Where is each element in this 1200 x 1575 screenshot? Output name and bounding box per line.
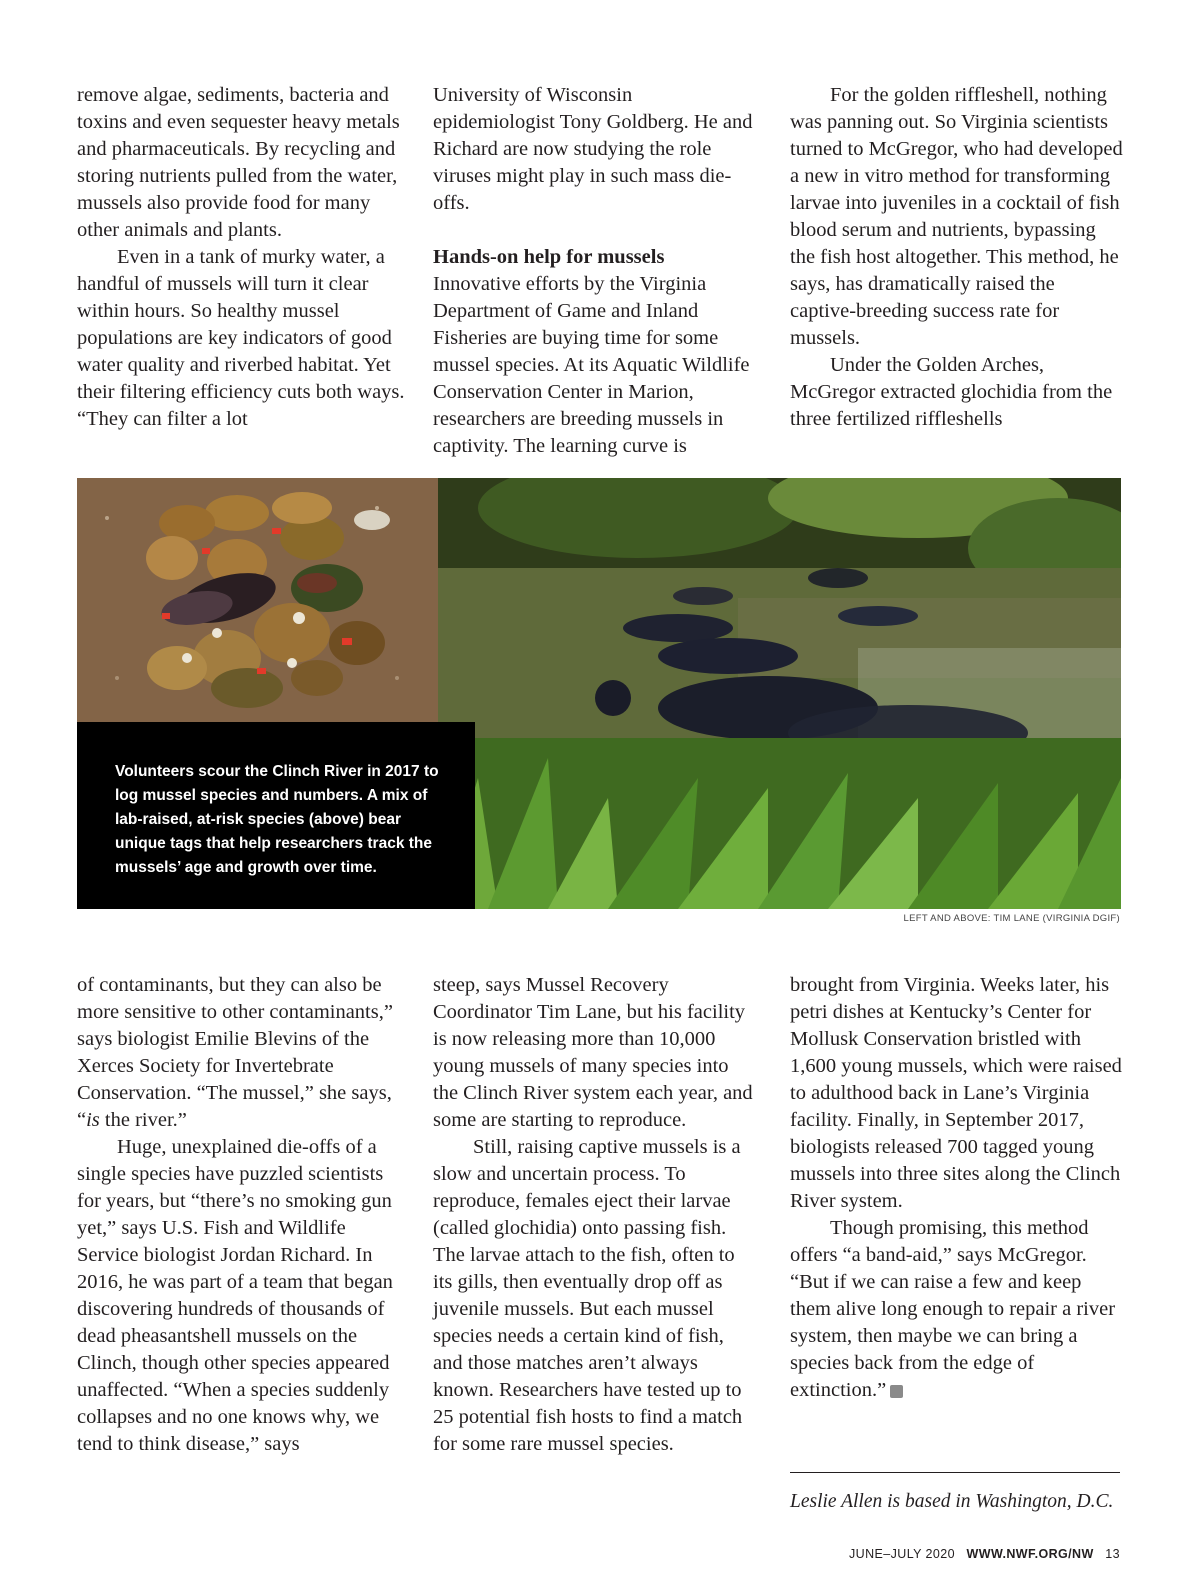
paragraph: Huge, unexplained die-offs of a single species have puzzled scientists for years, but “there’s no smoking gun yet,” says U.S. Fish and Wildlife Service biologist Jordan Richard. In 2016, he was part of a team that began discovering hundreds of thousands of dead pheasantshell mussels on the Clinch, though other species appeared unaffected. “When a species suddenly collapses and no one knows why, we tend to think disease,” says [77,1136,393,1455]
paragraph: For the golden riffleshell, nothing was panning out. So Virginia scientists turned to McGregor, who had developed a new in vitro method for transforming larvae into juveniles in a cocktail of fish blood serum and nutrients, bypassing the fish host altogether. This method, he says, has dramatically raised the captive-breeding success rate for mussels. [790,84,1123,349]
paragraph: of contaminants, but they can also be more sensitive to other contaminants,” says biologist Emilie Blevins of the Xerces Society for Invertebrate Conservation. “The mussel,” she says, “is the river.” [77,974,393,1131]
paragraph: Under the Golden Arches, McGregor extracted glochidia from the three fertilized riffleshells [790,354,1113,430]
paragraph: steep, says Mussel Recovery Coordinator Tim Lane, but his facility is now releasing more than 10,000 young mussels of many species into the Clinch River system each year, and some are starting to reproduce. [433,974,753,1131]
paragraph: Even in a tank of murky water, a handful of mussels will turn it clear within hours. So healthy mussel populations are key indicators of good water quality and riverbed habitat. Yet their filtering efficiency cuts both ways. “They can filter a lot [77,246,405,430]
paragraph: University of Wisconsin epidemiologist Tony Goldberg. He and Richard are now studying the role viruses might play in such mass die-offs. [433,84,753,214]
page-footer [849,1547,1120,1561]
caption-box [77,722,475,909]
top-column-3 [790,82,1123,433]
end-mark-icon: W [890,1385,903,1398]
bottom-column-3 [790,972,1123,1404]
photo-credit: LEFT AND ABOVE: TIM LANE (VIRGINIA DGIF) [903,913,1120,924]
byline-divider [790,1472,1120,1473]
mussels-photo [77,478,438,722]
section-heading: Hands-on help for mussels [433,246,665,268]
figure-caption: Volunteers scour the Clinch River in 2017 to log mussel species and numbers. A mix of lab-raised, at-risk species (above) bear unique tags that help researchers track the mussels’ age and growth over time. [115,763,439,876]
issue-date: JUNE–JULY 2020 [849,1547,955,1561]
paragraph: remove algae, sediments, bacteria and toxins and even sequester heavy metals and pharmaceuticals. By recycling and storing nutrients pulled from the water, mussels also provide food for many other animals and plants. [77,84,400,241]
river-snorkelers-photo [438,478,1121,909]
website-url[interactable]: WWW.NWF.ORG/NW [966,1547,1094,1561]
bottom-column-1 [77,972,409,1458]
top-column-1 [77,82,409,433]
top-column-2 [433,82,758,460]
paragraph: Innovative efforts by the Virginia Department of Game and Inland Fisheries are buying time for some mussel species. At its Aquatic Wildlife Conservation Center in Marion, researchers are breeding mussels in captivity. The learning curve is [433,273,750,457]
paragraph: Though promising, this method offers “a band-aid,” says McGregor. “But if we can raise a few and keep them alive long enough to repair a river system, then maybe we can bring a species back from the edge of extinction.” W [790,1217,1116,1401]
paragraph: brought from Virginia. Weeks later, his petri dishes at Kentucky’s Center for Mollusk Conservation bristled with 1,600 young mussels, which were raised to adulthood back in Lane’s Virginia facility. Finally, in September 2017, biologists released 700 tagged young mussels into three sites along the Clinch River system. [790,974,1122,1212]
author-byline: Leslie Allen is based in Washington, D.C. [790,1491,1114,1512]
paragraph: Still, raising captive mussels is a slow and uncertain process. To reproduce, females eject their larvae (called glochidia) onto passing fish. The larvae attach to the fish, often to its gills, then eventually drop off as juvenile mussels. But each mussel species needs a certain kind of fish, and those matches aren’t always known. Researchers have tested up to 25 potential fish hosts to find a match for some rare mussel species. [433,1136,743,1455]
bottom-column-2 [433,972,758,1458]
emphasis: is [86,1109,100,1131]
page-number: 13 [1105,1547,1120,1561]
